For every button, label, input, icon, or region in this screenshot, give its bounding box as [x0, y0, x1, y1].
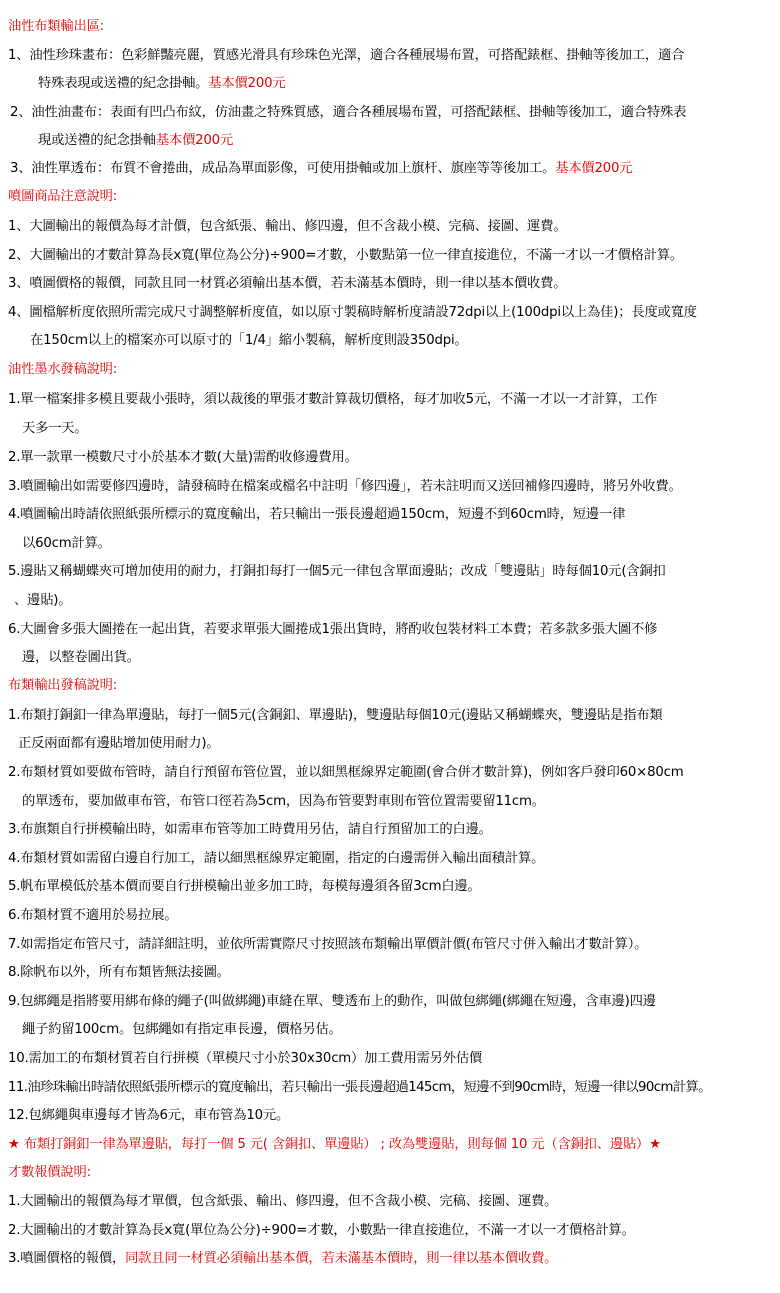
fabric-note-7: 7.如需指定布管尺寸，請詳細註明，並依所需實際尺寸按照該布類輸出單價計價(布管尺寸併入輸出才數計算）。	[8, 937, 648, 952]
pricing-note-3-highlight: 同款且同一材質必須輸出基本價，若未滿基本價時，則一律以基本價收費。	[125, 1251, 558, 1266]
pricing-note-3-text: 3.噴圖價格的報價，	[8, 1251, 126, 1266]
fabric-note-8: 8.除帆布以外，所有布類皆無法接圖。	[8, 965, 230, 980]
oil-ink-note-5-line1: 5.邊貼又稱蝴蝶夾可增加使用的耐力，打銅扣每打一個5元一律包含單面邊貼；改成「雙邊貼」時每個10元(含銅扣	[8, 564, 666, 579]
oil-ink-note-4-line1: 4.噴圖輸出時請依照紙張所標示的寬度輸出，若只輸出一張長邊超過150cm，短邊不到60cm時，短邊一律	[8, 507, 626, 522]
inkjet-note-2: 2、大圖輸出的才數計算為長x寬(單位為公分)÷900=才數，小數點第一位一律直接進位，不滿一才以一才價格計算。	[8, 248, 684, 263]
fabric-grommet-star-note: ★ 布類打銅釦一律為單邊貼，每打一個 5 元( 含銅扣、單邊貼） ; 改為雙邊貼，則每個 10 元（含銅扣、邊貼）★	[8, 1137, 661, 1152]
oil-ink-note-3: 3.噴圖輸出如需要修四邊時，請發稿時在檔案或檔名中註明「修四邊」，若未註明而又送回補修四邊時，將另外收費。	[8, 479, 682, 494]
fabric-note-11: 11.油珍珠輸出時請依照紙張所標示的寬度輸出，若只輸出一張長邊超過145cm，短邊不到90cm時，短邊一律以90cm計算。	[8, 1080, 711, 1095]
oil-ink-note-4-line2: 以60cm計算。	[22, 536, 111, 551]
inkjet-note-4-line1: 4、圖檔解析度依照所需完成尺寸調整解析度值，如以原寸製稿時解析度請設72dpi以上(100dpi以上為佳)；長度或寬度	[8, 305, 697, 320]
section-heading-oil-ink: 油性墨水發稿說明:	[8, 362, 118, 377]
oil-ink-note-6-line1: 6.大圖會多張大圖捲在一起出貨，若要求單張大圖捲成1張出貨時，將酌收包裝材料工本費；若多款多張大圖不修	[8, 622, 658, 637]
fabric-note-4: 4.布類材質如需留白邊自行加工，請以細黑框線界定範圍，指定的白邊需併入輸出面積計算。	[8, 851, 545, 866]
inkjet-note-1: 1、大圖輸出的報價為每才計價，包含紙張、輸出、修四邊，但不含裁小模、完稿、接圖、運費。	[8, 219, 567, 234]
pricing-note-1: 1.大圖輸出的報價為每才單價，包含紙張、輸出、修四邊，但不含裁小模、完稿、接圖、運費。	[8, 1194, 558, 1209]
oil-backlit-fabric-price: 基本價200元	[555, 161, 633, 176]
oil-pearl-canvas-line2	[38, 75, 285, 93]
fabric-note-1-line1: 1.布類打銅釦一律為單邊貼，每打一個5元(含銅釦、單邊貼)，雙邊貼每個10元(邊貼又稱蝴蝶夾，雙邊貼是指布類	[8, 708, 663, 723]
fabric-note-2-line2: 的單透布，要加做車布管，布管口徑若為5cm，因為布管要對車則布管位置需要留11cm。	[22, 794, 545, 809]
oil-backlit-fabric-text: 3、油性單透布：布質不會捲曲，成品為單面影像，可使用掛軸或加上旗杆、旗座等等後加工。	[10, 161, 556, 176]
oil-pearl-canvas-text: 特殊表現或送禮的紀念掛軸。	[38, 76, 209, 91]
oil-backlit-fabric-line	[10, 160, 632, 178]
oil-ink-note-1-line2: 天多一天。	[22, 421, 88, 436]
inkjet-note-3: 3、噴圖價格的報價，同款且同一材質必須輸出基本價，若未滿基本價時，則一律以基本價收費。	[8, 276, 567, 291]
oil-painting-canvas-price: 基本價200元	[155, 133, 234, 148]
fabric-note-1-line2: 正反兩面都有邊貼增加使用耐力)。	[18, 736, 220, 751]
fabric-note-6: 6.布類材質不適用於易拉展。	[8, 908, 178, 923]
fabric-note-10: 10.需加工的布類材質若自行拼模（單模尺寸小於30x30cm）加工費用需另外估價	[8, 1051, 483, 1066]
fabric-note-5: 5.帆布單模低於基本價而要自行拼模輸出並多加工時，每模每邊須各留3cm白邊。	[8, 879, 481, 894]
pricing-note-3	[8, 1250, 557, 1268]
oil-ink-note-2: 2.單一款單一模數尺寸小於基本才數(大量)需酌收修邊費用。	[8, 450, 358, 465]
fabric-note-3: 3.布旗類自行拼模輸出時，如需車布管等加工時費用另估，請自行預留加工的白邊。	[8, 822, 492, 837]
section-heading-oil-fabric: 油性布類輸出區:	[8, 19, 104, 34]
oil-painting-canvas-text: 現或送禮的紀念掛軸	[38, 133, 156, 148]
section-heading-area-pricing: 才數報價說明:	[8, 1165, 91, 1180]
oil-ink-note-5-line2: 、邊貼)。	[14, 593, 72, 608]
section-heading-inkjet-notes: 噴圖商品注意說明:	[8, 189, 118, 204]
oil-painting-canvas-line1: 2、油性油畫布：表面有凹凸布紋，仿油畫之特殊質感，適合各種展場布置，可搭配錶框、掛軸等後加工，適合特殊表	[10, 105, 687, 120]
fabric-note-12: 12.包綁繩與車邊每才皆為6元，車布管為10元。	[8, 1108, 290, 1123]
oil-ink-note-6-line2: 邊，以整卷圖出貨。	[22, 650, 140, 665]
fabric-note-2-line1: 2.布類材質如要做布管時，請自行預留布管位置，並以細黑框線界定範圍(會合併才數計算)，例如客戶發印60×80cm	[8, 765, 684, 780]
inkjet-note-4-line2: 在150cm以上的檔案亦可以原寸的「1/4」縮小製稿，解析度則設350dpi。	[30, 333, 468, 348]
section-heading-fabric-output: 布類輸出發稿說明:	[8, 678, 118, 693]
oil-pearl-canvas-price: 基本價200元	[208, 76, 286, 91]
oil-painting-canvas-line2	[38, 132, 233, 150]
pricing-note-2: 2.大圖輸出的才數計算為長x寬(單位為公分)÷900=才數，小數點一律直接進位，不滿一才以一才價格計算。	[8, 1223, 635, 1238]
oil-pearl-canvas-line1: 1、油性珍珠畫布：色彩鮮豔亮麗，質感光滑具有珍珠色光澤，適合各種展場布置，可搭配錶框、掛軸等後加工，適合	[8, 48, 685, 63]
oil-ink-note-1-line1: 1.單一檔案排多模且要裁小張時，須以裁後的單張才數計算裁切價格，每才加收5元，不滿一才以一才計算，工作	[8, 392, 658, 407]
fabric-note-9-line1: 9.包綁繩是指將要用綁布條的繩子(叫做綁繩)車縫在單、雙透布上的動作，叫做包綁繩(綁繩在短邊，含車邊)四邊	[8, 994, 656, 1009]
fabric-note-9-line2: 繩子約留100cm。包綁繩如有指定車長邊，價格另估。	[22, 1022, 342, 1037]
